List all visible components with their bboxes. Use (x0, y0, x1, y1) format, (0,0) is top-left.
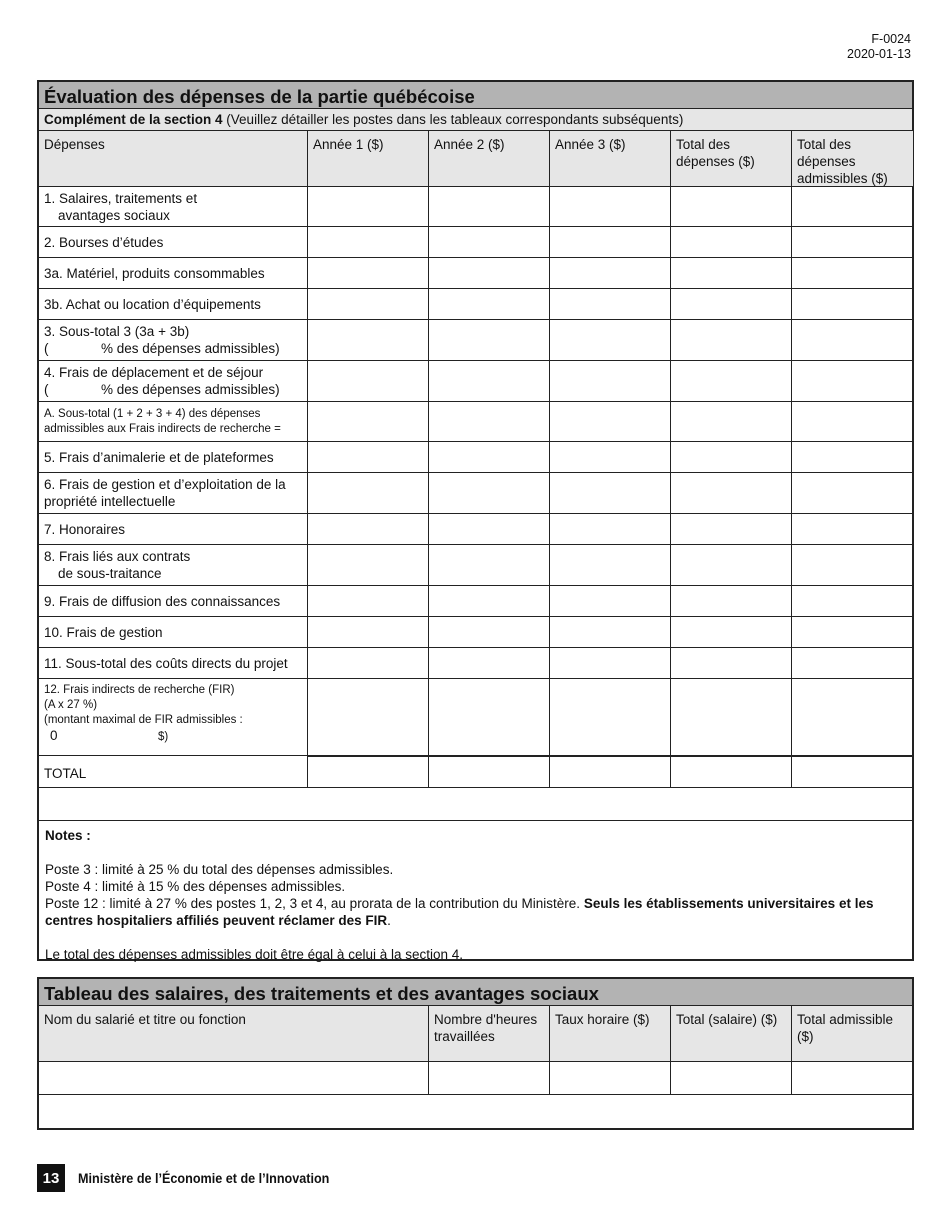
amount-input-cell[interactable] (671, 473, 792, 514)
amount-input-cell[interactable] (308, 402, 429, 442)
row-label (39, 258, 308, 289)
salary-input-cell[interactable] (671, 1062, 792, 1095)
row-label (39, 320, 308, 361)
ministry-name: Ministère de l’Économie et de l’Innovation (78, 1170, 330, 1186)
note-line: Poste 3 : limité à 25 % du total des dépenses admissibles. (45, 862, 394, 877)
amount-input-cell[interactable] (671, 679, 792, 756)
page-footer (37, 1164, 357, 1192)
amount-input-cell[interactable] (308, 545, 429, 586)
amount-input-cell[interactable] (308, 361, 429, 402)
row-label (39, 361, 308, 402)
subtitle-bold: Complément de la section 4 (44, 112, 223, 127)
salary-input-cell[interactable] (550, 1062, 671, 1095)
row-label (39, 679, 308, 756)
amount-input-cell[interactable] (671, 514, 792, 545)
amount-input-cell[interactable] (671, 402, 792, 442)
amount-input-cell[interactable] (308, 617, 429, 648)
amount-input-cell[interactable] (429, 402, 550, 442)
amount-input-cell[interactable] (792, 289, 913, 320)
column-header: Nom du salarié et titre ou fonction (39, 1006, 429, 1062)
amount-input-cell[interactable] (429, 320, 550, 361)
note-line: Le total des dépenses admissibles doit être égal à celui à la section 4. (45, 947, 464, 962)
row-label-line: 6. Frais de gestion et d’exploitation de la (44, 477, 286, 492)
row-label (39, 442, 308, 473)
row-label (39, 756, 308, 788)
row-label-line: ( % des dépenses admissibles) (44, 382, 280, 397)
amount-input-cell[interactable] (550, 227, 671, 258)
amount-input-cell[interactable] (550, 514, 671, 545)
amount-input-cell[interactable] (308, 473, 429, 514)
row-label-line: avantages sociaux (58, 207, 170, 223)
amount-input-cell[interactable] (792, 756, 913, 788)
notes-heading: Notes : (45, 828, 91, 843)
amount-input-cell[interactable] (792, 361, 913, 402)
amount-input-cell[interactable] (429, 442, 550, 473)
column-header: Année 1 ($) (308, 131, 429, 187)
row-label-line: (montant maximal de FIR admissibles : (44, 714, 243, 726)
amount-input-cell[interactable] (308, 514, 429, 545)
amount-input-cell[interactable] (429, 514, 550, 545)
row-label (39, 289, 308, 320)
expense-table (39, 131, 912, 788)
amount-input-cell[interactable] (550, 679, 671, 756)
salary-blank-row[interactable] (39, 1095, 912, 1129)
row-label-line: ( % des dépenses admissibles) (44, 341, 280, 356)
row-label-line: 3a. Matériel, produits consommables (44, 265, 265, 281)
row-label-line: 3. Sous-total 3 (3a + 3b) (44, 324, 190, 339)
fir-max-suffix: $) (158, 731, 169, 743)
row-label (39, 586, 308, 617)
amount-input-cell[interactable] (550, 617, 671, 648)
section-title: Évaluation des dépenses de la partie québécoise (39, 82, 912, 109)
column-header: Total admissible ($) (792, 1006, 912, 1062)
amount-input-cell[interactable] (550, 187, 671, 227)
row-label-line: 9. Frais de diffusion des connaissances (44, 593, 281, 609)
amount-input-cell[interactable] (671, 442, 792, 473)
amount-input-cell[interactable] (429, 756, 550, 788)
row-label (39, 514, 308, 545)
amount-input-cell[interactable] (792, 586, 913, 617)
column-header: Total des dépenses admissibles ($) (792, 131, 913, 187)
row-label-line: TOTAL (44, 766, 87, 781)
amount-input-cell[interactable] (792, 617, 913, 648)
column-header: Année 3 ($) (550, 131, 671, 187)
row-label-line: 11. Sous-total des coûts directs du projet (44, 655, 288, 671)
expense-evaluation-section (37, 80, 914, 961)
amount-input-cell[interactable] (671, 617, 792, 648)
amount-input-cell[interactable] (308, 289, 429, 320)
amount-input-cell[interactable] (792, 545, 913, 586)
form-date: 2020-01-13 (847, 47, 911, 61)
form-code: F-0024 (871, 32, 911, 46)
amount-input-cell[interactable] (550, 545, 671, 586)
row-label (39, 187, 308, 227)
amount-input-cell[interactable] (671, 648, 792, 679)
amount-input-cell[interactable] (671, 756, 792, 788)
amount-input-cell[interactable] (671, 320, 792, 361)
amount-input-cell[interactable] (550, 258, 671, 289)
amount-input-cell[interactable] (671, 227, 792, 258)
amount-input-cell[interactable] (429, 473, 550, 514)
amount-input-cell[interactable] (308, 442, 429, 473)
column-header: Année 2 ($) (429, 131, 550, 187)
amount-input-cell[interactable] (550, 361, 671, 402)
amount-input-cell[interactable] (671, 187, 792, 227)
amount-input-cell[interactable] (429, 289, 550, 320)
amount-input-cell[interactable] (550, 289, 671, 320)
amount-input-cell[interactable] (308, 586, 429, 617)
row-label-line: de sous-traitance (58, 566, 162, 581)
amount-input-cell[interactable] (671, 361, 792, 402)
amount-input-cell[interactable] (792, 679, 913, 756)
row-label-line: 3b. Achat ou location d’équipements (44, 296, 261, 312)
note-line: Poste 4 : limité à 15 % des dépenses admissibles. (45, 879, 346, 894)
amount-input-cell[interactable] (429, 361, 550, 402)
amount-input-cell[interactable] (308, 258, 429, 289)
page-number: 13 (37, 1164, 65, 1192)
row-label-line: 5. Frais d’animalerie et de plateformes (44, 449, 274, 465)
row-label-line: (A x 27 %) (44, 699, 98, 711)
row-label (39, 617, 308, 648)
amount-input-cell[interactable] (429, 586, 550, 617)
salary-table (39, 1006, 912, 1129)
amount-input-cell[interactable] (308, 648, 429, 679)
amount-input-cell[interactable] (792, 514, 913, 545)
amount-input-cell[interactable] (550, 402, 671, 442)
amount-input-cell[interactable] (671, 586, 792, 617)
amount-input-cell[interactable] (792, 402, 913, 442)
row-label-line: 8. Frais liés aux contrats (44, 549, 191, 564)
column-header: Taux horaire ($) (550, 1006, 671, 1062)
row-label (39, 473, 308, 514)
amount-input-cell[interactable] (429, 679, 550, 756)
amount-input-cell[interactable] (429, 545, 550, 586)
subtitle-rest: (Veuillez détailler les postes dans les tableaux correspondants subséquents) (222, 112, 684, 127)
amount-input-cell[interactable] (429, 227, 550, 258)
row-label-line: propriété intellectuelle (44, 494, 176, 509)
amount-input-cell[interactable] (792, 187, 913, 227)
amount-input-cell[interactable] (429, 617, 550, 648)
note-line: Poste 12 : limité à 27 % des postes 1, 2, 3 et 4, au prorata de la contribution du Ministère. Seuls les établissements universitaires et les centres hospitaliers affiliés peuvent réclamer des FIR. (45, 896, 874, 928)
amount-input-cell[interactable] (550, 756, 671, 788)
row-label (39, 402, 308, 442)
column-header: Total des dépenses ($) (671, 131, 792, 187)
amount-input-cell[interactable] (792, 473, 913, 514)
amount-input-cell[interactable] (429, 187, 550, 227)
amount-input-cell[interactable] (550, 442, 671, 473)
amount-input-cell[interactable] (550, 473, 671, 514)
row-label (39, 545, 308, 586)
amount-input-cell[interactable] (429, 258, 550, 289)
amount-input-cell[interactable] (671, 258, 792, 289)
amount-input-cell[interactable] (792, 227, 913, 258)
amount-input-cell[interactable] (550, 586, 671, 617)
form-identifier (847, 32, 911, 62)
row-label-line: 4. Frais de déplacement et de séjour (44, 365, 264, 380)
amount-input-cell[interactable] (792, 442, 913, 473)
amount-input-cell[interactable] (671, 289, 792, 320)
section-subtitle (39, 109, 912, 131)
amount-input-cell[interactable] (550, 320, 671, 361)
fir-max-value[interactable]: 0 (50, 728, 58, 743)
salary-input-cell[interactable] (792, 1062, 912, 1095)
salary-section (37, 977, 914, 1130)
amount-input-cell[interactable] (308, 320, 429, 361)
amount-input-cell[interactable] (792, 320, 913, 361)
column-header: Nombre d'heures travaillées (429, 1006, 550, 1062)
amount-input-cell[interactable] (792, 648, 913, 679)
row-label (39, 227, 308, 258)
row-label-line: 7. Honoraires (44, 521, 126, 537)
amount-input-cell[interactable] (792, 258, 913, 289)
amount-input-cell[interactable] (429, 648, 550, 679)
column-header: Dépenses (39, 131, 308, 187)
notes-box (39, 820, 912, 962)
row-label-line: 10. Frais de gestion (44, 624, 163, 640)
row-label-line: admissibles aux Frais indirects de recherche = (44, 422, 281, 435)
salary-input-cell[interactable] (39, 1062, 429, 1095)
section-title: Tableau des salaires, des traitements et des avantages sociaux (39, 979, 912, 1006)
amount-input-cell[interactable] (308, 187, 429, 227)
amount-input-cell[interactable] (308, 679, 429, 756)
row-label-line: 1. Salaires, traitements et (44, 190, 198, 206)
amount-input-cell[interactable] (308, 756, 429, 788)
amount-input-cell[interactable] (671, 545, 792, 586)
salary-input-cell[interactable] (429, 1062, 550, 1095)
row-label-line: 12. Frais indirects de recherche (FIR) (44, 684, 235, 696)
row-label-line: A. Sous-total (1 + 2 + 3 + 4) des dépenses (44, 407, 261, 420)
row-label (39, 648, 308, 679)
row-label-line: 2. Bourses d’études (44, 234, 164, 250)
amount-input-cell[interactable] (550, 648, 671, 679)
column-header: Total (salaire) ($) (671, 1006, 792, 1062)
amount-input-cell[interactable] (308, 227, 429, 258)
